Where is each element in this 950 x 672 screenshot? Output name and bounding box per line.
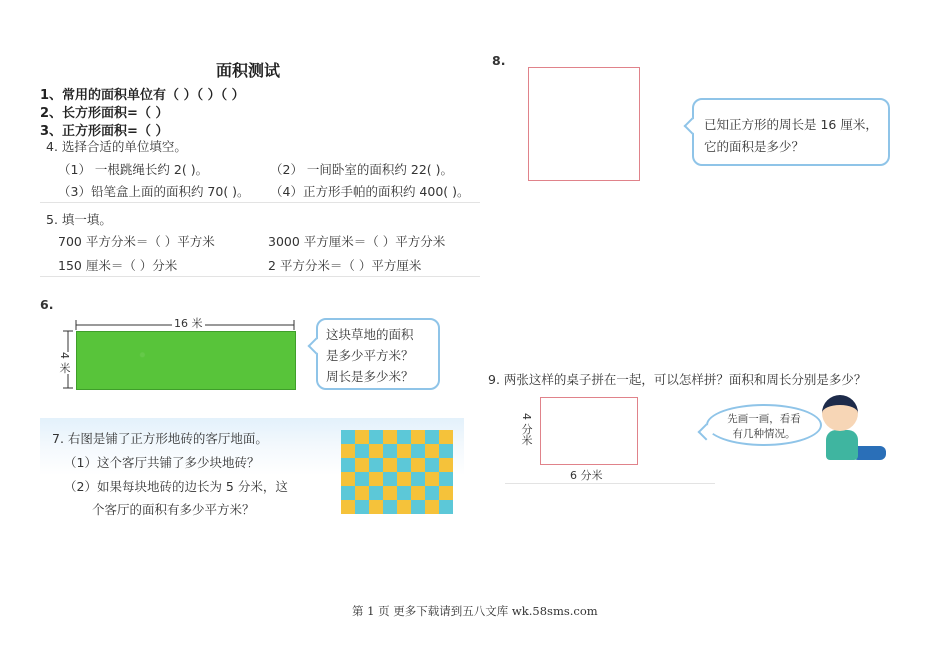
floor-tile bbox=[439, 430, 453, 444]
floor-tile bbox=[383, 458, 397, 472]
floor-tile bbox=[341, 430, 355, 444]
floor-tile bbox=[369, 472, 383, 486]
floor-tile bbox=[341, 458, 355, 472]
bubble-line: 先画一画，看看 bbox=[727, 413, 801, 425]
floor-tile bbox=[425, 486, 439, 500]
q7-line-3: 个客厅的面积有多少平方米？ bbox=[92, 502, 255, 517]
floor-tile bbox=[383, 500, 397, 514]
floor-tile bbox=[439, 472, 453, 486]
floor-tile bbox=[439, 458, 453, 472]
floor-tile bbox=[411, 444, 425, 458]
q9-speech-bubble bbox=[706, 404, 822, 446]
floor-tile bbox=[411, 458, 425, 472]
bubble-line: 它的面积是多少？ bbox=[704, 139, 805, 154]
divider bbox=[40, 202, 480, 203]
floor-tile bbox=[341, 486, 355, 500]
floor-tile bbox=[397, 458, 411, 472]
floor-tile bbox=[355, 486, 369, 500]
q9-width-label: 6 分米 bbox=[570, 469, 603, 482]
floor-tile bbox=[425, 472, 439, 486]
floor-tile bbox=[397, 500, 411, 514]
q8-speech-bubble bbox=[692, 98, 890, 166]
q4-heading: 4. 选择合适的单位填空。 bbox=[46, 139, 187, 154]
floor-tile bbox=[369, 486, 383, 500]
q6-speech-bubble bbox=[316, 318, 440, 390]
floor-tile bbox=[397, 486, 411, 500]
table-rectangle bbox=[540, 397, 638, 465]
q8-number: 8. bbox=[492, 53, 506, 68]
floor-tile bbox=[355, 500, 369, 514]
floor-tile bbox=[341, 500, 355, 514]
q7-line-1: （1）这个客厅共铺了多少块地砖？ bbox=[64, 455, 260, 470]
floor-tile bbox=[411, 430, 425, 444]
q5-item-2: 3000 平方厘米＝（ ）平方分米 bbox=[268, 234, 446, 249]
q9-heading: 9. 两张这样的桌子拼在一起，可以怎样拼？面积和周长分别是多少？ bbox=[488, 372, 867, 387]
floor-tile bbox=[411, 472, 425, 486]
floor-tile bbox=[425, 444, 439, 458]
floor-tile bbox=[383, 430, 397, 444]
divider bbox=[505, 483, 715, 484]
floor-tile bbox=[439, 500, 453, 514]
q4-item-3: （3）铅笔盒上面的面积约 70( )。 bbox=[58, 184, 250, 199]
divider bbox=[40, 276, 480, 277]
page-title: 面积测试 bbox=[216, 61, 281, 80]
floor-tile bbox=[355, 444, 369, 458]
floor-tile bbox=[383, 444, 397, 458]
q7-heading: 7. 右图是铺了正方形地砖的客厅地面。 bbox=[52, 431, 268, 446]
q6-number: 6. bbox=[40, 297, 54, 312]
q5-heading: 5. 填一填。 bbox=[46, 212, 112, 227]
floor-tile bbox=[425, 430, 439, 444]
q5-item-1: 700 平方分米＝（ ）平方米 bbox=[58, 234, 215, 249]
fill-line-1: 1、常用的面积单位有（ ）（ ）（ ） bbox=[40, 88, 245, 103]
floor-tile bbox=[411, 500, 425, 514]
bubble-line: 已知正方形的周长是 16 厘米， bbox=[704, 117, 878, 132]
boy-illustration bbox=[822, 395, 858, 431]
page-footer: 第 1 页 更多下载请到五八文库 wk.58sms.com bbox=[352, 604, 598, 618]
q6-height-label: 4 米 bbox=[58, 352, 71, 374]
bubble-line: 周长是多少米？ bbox=[326, 369, 414, 384]
q4-item-2: （2） 一间卧室的面积约 22( )。 bbox=[270, 162, 454, 177]
q5-item-4: 2 平方分米＝（ ）平方厘米 bbox=[268, 258, 422, 273]
floor-tile bbox=[383, 486, 397, 500]
floor-tile bbox=[355, 472, 369, 486]
fill-line-3: 3、正方形面积=（ ） bbox=[40, 124, 169, 139]
floor-tile bbox=[369, 458, 383, 472]
bubble-line: 有几种情况。 bbox=[732, 428, 796, 440]
floor-tile bbox=[369, 444, 383, 458]
floor-tile bbox=[397, 430, 411, 444]
q9-height-label: 4 分米 bbox=[520, 413, 533, 446]
floor-tile bbox=[439, 444, 453, 458]
floor-tile bbox=[439, 486, 453, 500]
grass-field-image bbox=[76, 331, 296, 390]
floor-tile bbox=[341, 472, 355, 486]
floor-tile bbox=[369, 430, 383, 444]
q4-item-1: （1） 一根跳绳长约 2( )。 bbox=[58, 162, 209, 177]
q4-item-4: （4）正方形手帕的面积约 400( )。 bbox=[270, 184, 470, 199]
floor-tile bbox=[411, 486, 425, 500]
boy-illustration bbox=[826, 430, 858, 460]
bubble-line: 这块草地的面积 bbox=[326, 327, 414, 342]
floor-tile bbox=[355, 430, 369, 444]
floor-tile bbox=[425, 458, 439, 472]
floor-tiles-image bbox=[341, 430, 453, 514]
floor-tile bbox=[425, 500, 439, 514]
floor-tile bbox=[397, 472, 411, 486]
floor-tile bbox=[369, 500, 383, 514]
square-figure bbox=[528, 67, 640, 181]
q6-width-label: 16 米 bbox=[174, 317, 203, 330]
floor-tile bbox=[397, 444, 411, 458]
fill-line-2: 2、长方形面积=（ ） bbox=[40, 106, 169, 121]
bubble-line: 是多少平方米？ bbox=[326, 348, 414, 363]
q7-line-2: （2）如果每块地砖的边长为 5 分米，这 bbox=[64, 479, 288, 494]
q5-item-3: 150 厘米＝（ ）分米 bbox=[58, 258, 178, 273]
floor-tile bbox=[341, 444, 355, 458]
floor-tile bbox=[383, 472, 397, 486]
floor-tile bbox=[355, 458, 369, 472]
